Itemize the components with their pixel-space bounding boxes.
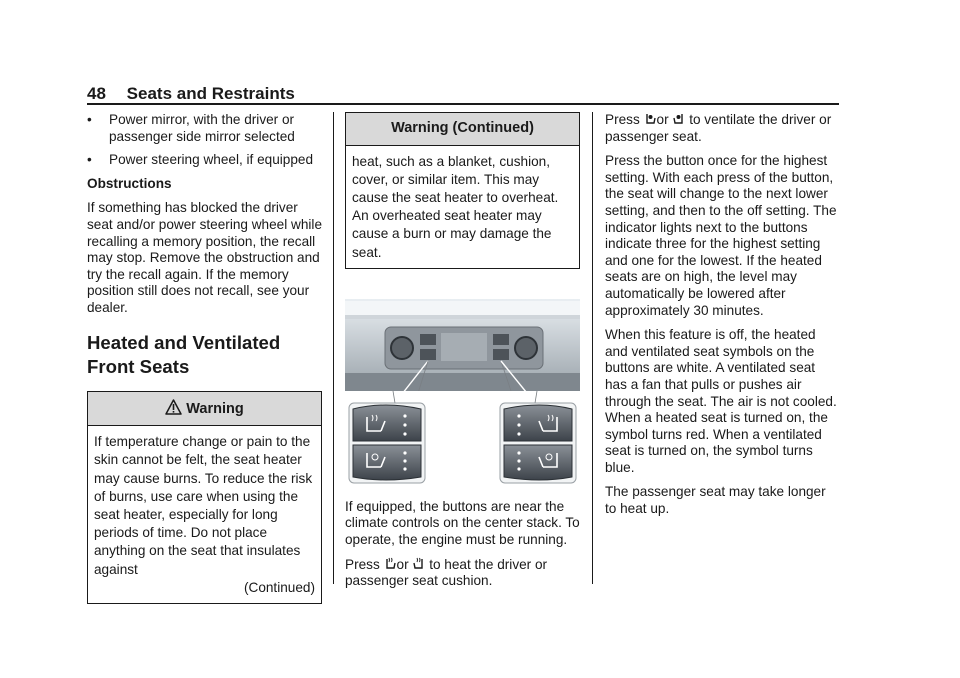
heat-instruction-text: to heat the driver or passenger seat cushion. — [345, 556, 548, 589]
bullet-text: Power steering wheel, if equipped — [109, 152, 314, 168]
section-heading-line-1: Heated and Ventilated — [87, 331, 281, 353]
warning-body-continued — [346, 146, 579, 268]
column-2 — [345, 112, 580, 598]
obstructions-paragraph: If something has blocked the driver seat and/or power steering wheel while recalling a memory position, the recall may stop. Remove the obstruction and try the recall again. If the memory position still does not recall, see your dealer. — [87, 200, 323, 315]
page-number: 48 — [87, 84, 106, 103]
bullet-text: Power mirror, with the driver or passenger side mirror selected — [109, 112, 295, 144]
column-1 — [87, 112, 322, 604]
or-label: or — [396, 556, 409, 572]
obstructions-heading: Obstructions — [87, 175, 172, 191]
heated-seat-driver-icon — [385, 557, 396, 571]
press-label: Press — [605, 112, 640, 127]
page-header — [87, 84, 295, 104]
ventilate-instruction-paragraph — [605, 112, 840, 145]
section-heading — [87, 331, 322, 379]
warning-title: Warning — [186, 400, 244, 417]
bullet-item — [87, 112, 322, 145]
bullet-dot: • — [87, 112, 92, 127]
warning-text-continued: heat, such as a blanket, cushion, cover, or similar item. This may cause the seat heater to overheat. An overheated seat heater may cause a burn or may damage the seat. — [352, 153, 559, 260]
warning-box — [87, 391, 322, 604]
warning-body — [88, 426, 321, 603]
ventilate-instruction-text: to ventilate the driver or passenger seat. — [605, 112, 832, 144]
continued-label: (Continued) — [243, 579, 315, 595]
header-rule — [87, 103, 839, 105]
symbols-paragraph: When this feature is off, the heated and ventilated seat symbols on the buttons are white. A ventilated seat has a fan that pulls or pushes air through the seat. The air is not cooled. When a heated seat is turned on, the symbol turns red. When a ventilated seat is turned on, the symbol turns blue. — [605, 327, 837, 475]
heat-instruction-paragraph — [345, 557, 580, 590]
warning-header-continued: Warning (Continued) — [346, 113, 579, 146]
ventilated-seat-driver-icon — [645, 112, 656, 126]
settings-paragraph: Press the button once for the highest setting. With each press of the button, the seat will change to the next lower setting, and then to the off setting. The indicator lights next to the buttons indicate three for the highest setting and one for the lowest. If the heated seats are on high, the level may automatically be lowered after approximately 30 minutes. — [605, 153, 837, 318]
warning-box-continued — [345, 112, 580, 269]
heated-seat-passenger-icon — [413, 557, 424, 571]
buttons-location-paragraph: If equipped, the buttons are near the climate controls on the center stack. To operate, the engine must be running. — [345, 498, 580, 547]
bullet-dot: • — [87, 152, 92, 168]
bullet-item — [87, 152, 322, 169]
warning-header — [88, 392, 321, 427]
section-title-header: Seats and Restraints — [126, 84, 295, 103]
column-3 — [605, 112, 840, 526]
ventilated-seat-passenger-icon — [673, 112, 684, 126]
or-label: or — [656, 112, 669, 127]
column-divider-2 — [592, 112, 593, 584]
warning-text: If temperature change or pain to the skin cannot be felt, the seat heater may cause burns. To reduce the risk of burns, use care when using the seat heater, especially for long periods of time. Do not place anything on the seat that insulates against — [94, 434, 313, 577]
section-heading-line-2: Front Seats — [87, 355, 190, 377]
press-label: Press — [345, 556, 380, 572]
column-divider-1 — [333, 112, 334, 584]
warning-triangle-icon — [165, 399, 182, 415]
passenger-seat-paragraph: The passenger seat may take longer to heat up. — [605, 484, 826, 517]
seat-controls-illustration — [345, 299, 580, 485]
